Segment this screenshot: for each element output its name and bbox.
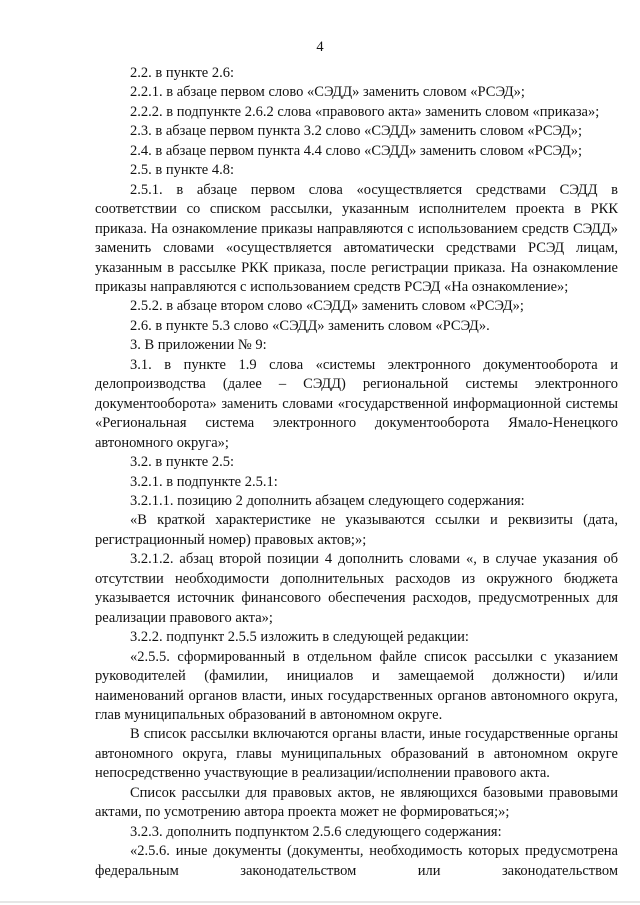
paragraph-2-5-1: 2.5.1. в абзаце первом слова «осуществляется средствами СЭДД в соответствии со списком рассылки, указанным исполнителем проекта в РКК приказа. На ознакомление приказы направляются с использованием средств СЭДД» заменить словами «осуществляется автоматически средствами РСЭД лицам, указанным в рассылке РКК приказа, после регистрации приказа. На ознакомление приказы направляются с использованием средств РСЭД «На ознакомление»; <box>95 181 618 295</box>
paragraph-2-5-5: «2.5.5. сформированный в отдельном файле список рассылки с указанием руководителей (фамилии, инициалов и замещаемой должности) и/или наименований органов власти, иных государственных органов автономного округа, глав муниципальных образований в автономном округе. <box>95 648 618 723</box>
paragraph-2-2-1: 2.2.1. в абзаце первом слово «СЭДД» заменить словом «РСЭД»; <box>130 84 525 101</box>
paragraph-2-5: 2.5. в пункте 4.8: <box>130 162 235 179</box>
paragraph-3-2-2: 3.2.2. подпункт 2.5.5 изложить в следующей редакции: <box>130 629 469 646</box>
paragraph-mailing-list-optional: Список рассылки для правовых актов, не являющихся базовыми правовыми актами, по усмотрению автора проекта может не формироваться;»; <box>95 784 618 821</box>
paragraph-2-3: 2.3. в абзаце первом пункта 3.2 слово «СЭДД» заменить словом «РСЭД»; <box>130 123 583 140</box>
paragraph-2-5-2: 2.5.2. в абзаце втором слово «СЭДД» заменить словом «РСЭД»; <box>130 298 524 315</box>
paragraph-2-2-2: 2.2.2. в подпункте 2.6.2 слова «правового акта» заменить словом «приказа»; <box>130 103 600 120</box>
paragraph-3: 3. В приложении № 9: <box>130 337 267 354</box>
paragraph-2-2: 2.2. в пункте 2.6: <box>130 65 235 81</box>
paragraph-3-1: 3.1. в пункте 1.9 слова «системы электронного документооборота и делопроизводства (далее – СЭДД) региональной системы электронного документооборота» заменить словами «государственной информационной системы «Региональная система электронного документооборота Ямало-Ненецкого автономного округа»; <box>95 356 618 451</box>
page-number: 4 <box>316 39 324 55</box>
paragraph-2-5-6: «2.5.6. иные документы (документы, необходимость которых предусмотрена федеральным законодательством или законодательством <box>95 843 618 879</box>
paragraph-2-4: 2.4. в абзаце первом пункта 4.4 слово «СЭДД» заменить словом «РСЭД»; <box>130 142 583 159</box>
paragraph-3-2-1-1: 3.2.1.1. позицию 2 дополнить абзацем следующего содержания: <box>130 492 525 509</box>
paragraph-3-2-3: 3.2.3. дополнить подпунктом 2.5.6 следующего содержания: <box>130 823 502 840</box>
document-body <box>95 64 618 881</box>
paragraph-3-2: 3.2. в пункте 2.5: <box>130 454 235 471</box>
paragraph-quote-brief: «В краткой характеристике не указываются ссылки и реквизиты (дата, регистрационный номер) правовых актов;»; <box>95 512 618 548</box>
scan-bottom-edge <box>0 901 640 903</box>
paragraph-mailing-list-bodies: В список рассылки включаются органы власти, иные государственные органы автономного округа, главы муниципальных образований в автономном округе непосредственно участвующие в реализации/исполнении правового акта. <box>95 726 618 782</box>
paragraph-2-6: 2.6. в пункте 5.3 слово «СЭДД» заменить словом «РСЭД». <box>130 317 490 334</box>
paragraph-3-2-1-2: 3.2.1.2. абзац второй позиции 4 дополнить словами «, в случае указания об отсутствии необходимости дополнительных расходов из окружного бюджета указывается источник финансового обеспечения расходов, предусмотренных для реализации правового акта»; <box>95 551 618 626</box>
paragraph-3-2-1: 3.2.1. в подпункте 2.5.1: <box>130 473 278 490</box>
